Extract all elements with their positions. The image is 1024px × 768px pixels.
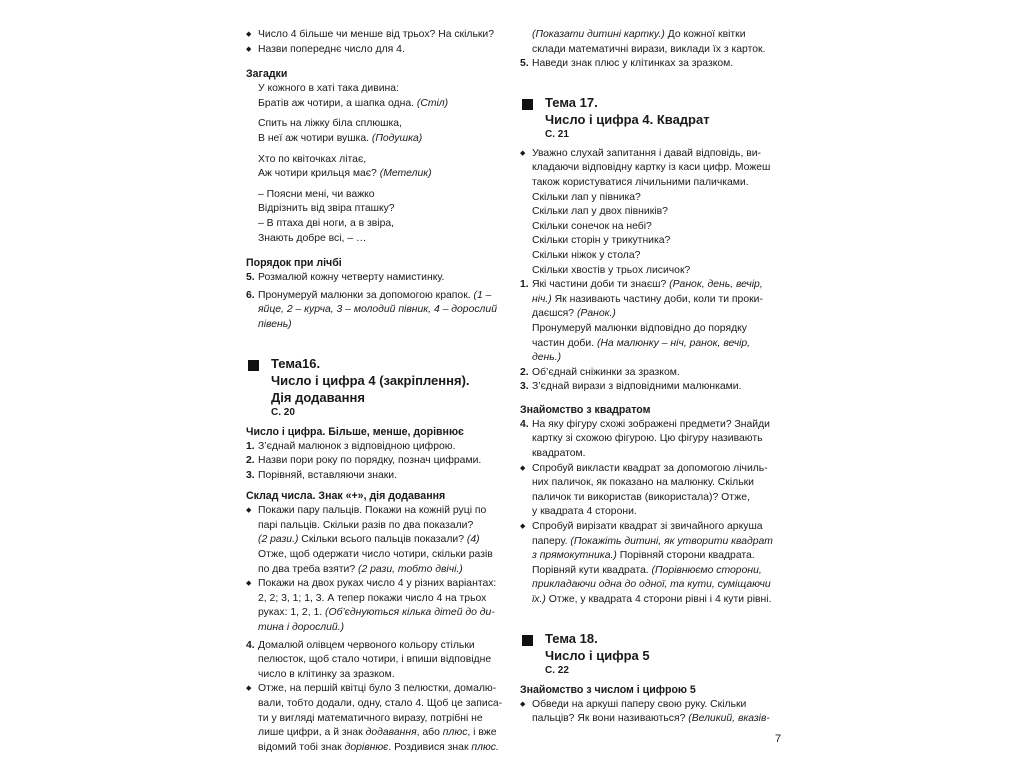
right-column: (Показати дитині картку.) До кожної квітки склади математичні вирази, виклади їх з карток. 5. Наведи знак плюс у клітинках за зразком. Тема 17. Число і цифра 4. Квадрат С. 21 ◆ Уважно слухай запитання і давай відповідь, ви- кладаючи відповідну картку із каси цифр. Можеш також користуватися лічильними паличками. Скільки лап у півника? Скільки лап у двох півників? Скільки сонечок на небі? Скільки сторін у трикутника? Скільки ніжок у стола? Скільки хвостів у трьох лисичок? 1. Які частини доби ти знаєш? (Ранок, день, вечір, ніч.) Як називають частину доби, коли ти проки- даєшся? (Ранок.) Пронумеруй малюнки відповідно до порядку частин доби. (На малюнку – ніч, ранок, вечір, день.) 2. Об’єднай сніжинки за зразком. 3. З’єднай вирази з відповідними малюнками. Знайомство з квадратом 4. На яку фігуру схожі зображені предмети? Знайди картку зі схожою фігурою. Цю фігуру називають квадратом. ◆ Спробуй викласти квадрат за допомогою лічиль- них паличок, як показано на малюнку. Скільки паличок ти використав (використала)? Отже, у квадрата 4 сторони. ◆ Спробуй вирізати квадрат зі звичайного аркуша паперу. (Покажіть дитині, як утворити квадрат з прямокутника.) Порівняй сторони квадрата. Порівняй кути квадрата. (Порівнюємо сторони, прикладаючи одна до одної, та кути, суміщаючи їх.) Отже, у квадрата 4 сторони рівні і 4 кути рівні. Тема 18. Число і цифра 5 С. 22 Знайомство з числом і цифрою 5 ◆ Обведи на аркуші паперу свою руку. Скільки пальців? Як вони називаються? (Великий, вказів- [520,28,782,727]
topic-page: С. 21 [545,128,569,140]
square-marker-icon [522,99,533,110]
topic-title: Тема 18. [545,630,598,646]
section-heading: Склад числа. Знак «+», дія додавання [246,490,446,503]
topic-title: Тема 17. [545,94,598,110]
bullet-icon: ◆ [246,685,252,693]
list-item: ◆ Отже, на першій квітці було 3 пелюстки, домалю- [246,682,508,697]
topic-subtitle: Число і цифра 5 [545,647,650,663]
topic-page: С. 22 [545,664,569,676]
list-item: 5. Розмалюй кожну четверту намистинку. [246,272,445,284]
list-item: ◆ Число 4 більше чи менше від трьох? На скільки? [246,28,508,43]
bullet-icon: ◆ [520,149,526,157]
list-item: 3. Порівняй, вставляючи знаки. [246,469,397,481]
bullet-icon: ◆ [246,580,252,588]
topic-16 [246,355,508,419]
bullet-icon: ◆ [520,464,526,472]
bullet-icon: ◆ [246,45,252,53]
left-column: ◆ Число 4 більше чи менше від трьох? На скільки? ◆ Назви попереднє число для 4. Загадки У кожного в хаті така дивина: Братів аж чотири, а шапка одна. (Стіл) Спить на ліжку біла сплюшка, В неї аж чотири вушка. (Подушка) Хто по квіточках літає, Аж чотири крильця має? (Метелик) – Поясни мені, чи важко Відрізнить від звіра пташку? – В птаха дві ноги, а в звіра, Знають добре всі, – … Порядок при лічбі 5. Розмалюй кожну четверту намистинку. 6. Пронумеруй малюнки за допомогою крапок. (1 – яйце, 2 – курча, 3 – молодий півник, 4 – дорослий півень) Тема16. Число і цифра 4 (закріплення). Дія додавання С. 20 Число і цифра. Більше, менше, дорівнює 1. З’єднай малюнок з відповідною цифрою. 2. Назви пори року по порядку, познач цифрами. 3. Порівняй, вставляючи знаки. Склад числа. Знак «+», дія додавання ◆ Покажи пару пальців. Покажи на кожній руці по парі пальців. Скільки разів по два показали? (2 рази.) Скільки всього пальців показали? (4) Отже, щоб одержати число чотири, скільки разів по два треба взяти? (2 рази, тобто двічі.) ◆ Покажи на двох руках число 4 у різних варіантах: 2, 2; 3, 1; 1, 3. А тепер покажи число 4 на трьох руках: 1, 2, 1. (Об’єднуються кілька дітей до ди- тина і дорослий.) 4. Домалюй олівцем червоного кольору стільки пелюсток, щоб стало чотири, і впиши відповідне число в клітинку за зразком. ◆ Отже, на першій квітці було 3 пелюстки, домалю- вали, тобто додали, одну, стало 4. Щоб це записа- ти у вигляді математичного виразу, потрібні не лише цифри, а й знак додавання, або плюс, і вже відомий тобі знак дорівнює. Роздивися знак плюс. [246,28,508,755]
list-item: 5. Наведи знак плюс у клітинках за зразком. [520,58,734,70]
topic-18 [520,630,782,677]
list-item: ◆ Обведи на аркуші паперу свою руку. Скільки [520,698,782,713]
list-item: 6. Пронумеруй малюнки за допомогою крапок. (1 – [246,289,492,301]
square-marker-icon [522,635,533,646]
list-item: ◆ Спробуй викласти квадрат за допомогою лічиль- [520,462,782,477]
list-item: 1. Які частини доби ти знаєш? (Ранок, день, вечір, [520,279,763,291]
square-marker-icon [248,360,259,371]
bullet-icon: ◆ [520,700,526,708]
list-item: 1. З’єднай малюнок з відповідною цифрою. [246,440,456,452]
list-item: 2. Назви пори року по порядку, познач цифрами. [246,455,482,467]
list-item: 2. Об’єднай сніжинки за зразком. [520,366,680,378]
topic-subtitle: Дія додавання [271,389,365,405]
topic-17 [520,94,782,141]
bullet-icon: ◆ [246,507,252,515]
list-item: ◆ Назви попереднє число для 4. [246,43,508,58]
list-item: 3. З’єднай вирази з відповідними малюнками. [520,381,742,393]
list-item: 4. Домалюй олівцем червоного кольору стільки [246,639,475,651]
topic-page: С. 20 [271,406,295,418]
topic-subtitle: Число і цифра 4. Квадрат [545,111,710,127]
list-item: ◆ Уважно слухай запитання і давай відповідь, ви- [520,147,782,162]
page-number: 7 [775,733,782,745]
list-item: ◆ Покажи на двох руках число 4 у різних варіантах: [246,577,508,592]
topic-subtitle: Число і цифра 4 (закріплення). [271,372,470,388]
riddles-heading: Загадки [246,68,288,81]
section-heading: Число і цифра. Більше, менше, дорівнює [246,425,464,438]
section-heading: Знайомство з числом і цифрою 5 [520,683,696,696]
bullet-icon: ◆ [520,523,526,531]
topic-title: Тема16. [271,355,321,371]
riddles: У кожного в хаті така дивина: Братів аж чотири, а шапка одна. (Стіл) Спить на ліжку біла сплюшка, В неї аж чотири вушка. (Подушка) Хто по квіточках літає, Аж чотири крильця має? (Метелик) – Поясни мені, чи важко Відрізнить від звіра пташку? – В птаха дві ноги, а в звіра, Знають добре всі, – … [258,83,449,244]
section-heading: Знайомство з квадратом [520,403,651,416]
list-item: ◆ Спробуй вирізати квадрат зі звичайного аркуша [520,520,782,535]
list-item: 4. На яку фігуру схожі зображені предмети? Знайди [520,418,770,430]
bullet-icon: ◆ [246,31,252,38]
counting-heading: Порядок при лічбі [246,257,342,270]
list-item: ◆ Покажи пару пальців. Покажи на кожній руці по [246,504,508,519]
